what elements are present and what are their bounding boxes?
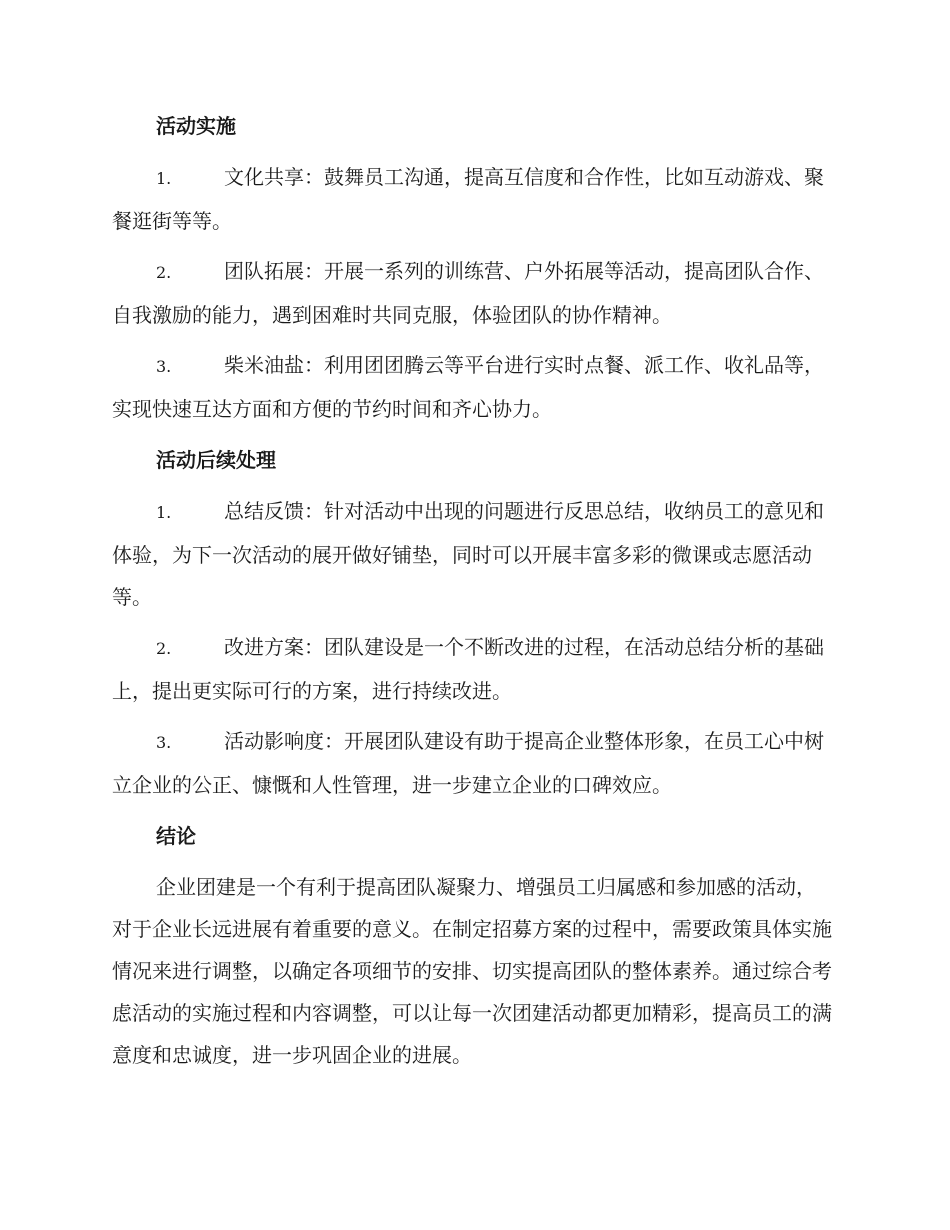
list-text: 团队拓展：开展一系列的训练营、户外拓展等活动，提高团队合作、自我激励的能力，遇到困难时共同克服，体验团队的协作精神。 — [112, 259, 824, 327]
list-number: 1. — [156, 503, 172, 522]
list-item — [112, 156, 832, 242]
list-number: 2. — [156, 263, 172, 282]
list-text: 文化共享：鼓舞员工沟通，提高互信度和合作性，比如互动游戏、聚餐逛街等等。 — [112, 165, 824, 233]
list-text: 总结反馈：针对活动中出现的问题进行反思总结，收纳员工的意见和体验，为下一次活动的展开做好铺垫，同时可以开展丰富多彩的微课或志愿活动等。 — [112, 499, 824, 609]
list-number: 3. — [156, 357, 172, 376]
list-item — [112, 250, 832, 336]
list-number: 3. — [156, 733, 172, 752]
list-text: 柴米油盐：利用团团腾云等平台进行实时点餐、派工作、收礼品等，实现快速互达方面和方便的节约时间和齐心协力。 — [112, 353, 824, 421]
section-heading-followup: 活动后续处理 — [156, 448, 276, 472]
list-item — [112, 344, 832, 430]
section-heading-conclusion: 结论 — [156, 824, 196, 848]
list-item — [112, 720, 832, 806]
document-page — [112, 104, 832, 1076]
list-number: 2. — [156, 639, 172, 658]
list-item — [112, 490, 832, 618]
list-text: 改进方案：团队建设是一个不断改进的过程，在活动总结分析的基础上，提出更实际可行的方案，进行持续改进。 — [112, 635, 824, 703]
list-item — [112, 626, 832, 712]
section-heading-implementation: 活动实施 — [156, 114, 236, 138]
list-number: 1. — [156, 169, 172, 188]
list-text: 活动影响度：开展团队建设有助于提高企业整体形象，在员工心中树立企业的公正、慷慨和人性管理，进一步建立企业的口碑效应。 — [112, 729, 824, 797]
conclusion-paragraph: 企业团建是一个有利于提高团队凝聚力、增强员工归属感和参加感的活动，对于企业长远进展有着重要的意义。在制定招募方案的过程中，需要政策具体实施情况来进行调整，以确定各项细节的安排、切实提高团队的整体素养。通过综合考虑活动的实施过程和内容调整，可以让每一次团建活动都更加精彩，提高员工的满意度和忠诚度，进一步巩固企业的进展。 — [112, 875, 832, 1067]
